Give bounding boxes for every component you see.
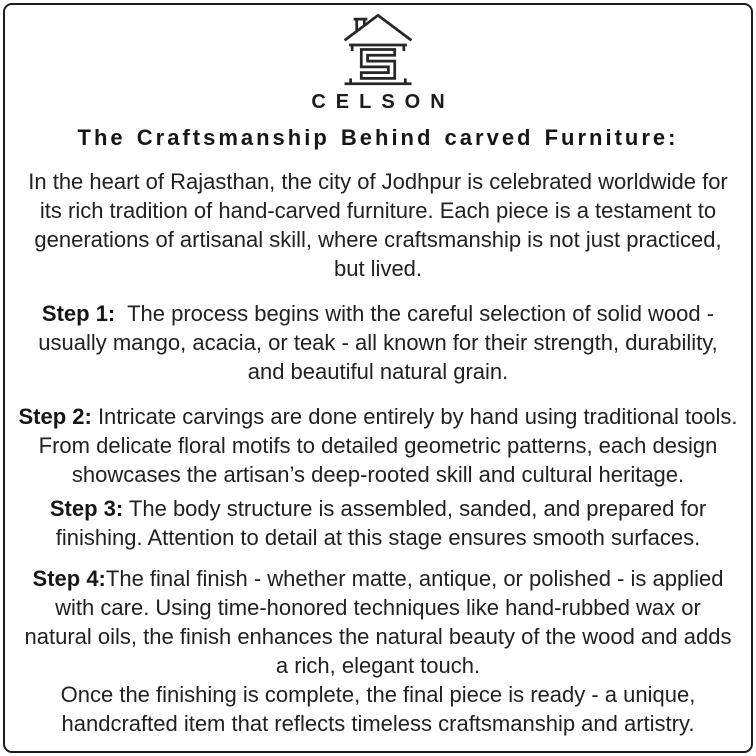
step-1-paragraph — [18, 299, 738, 386]
step-3-paragraph — [18, 494, 738, 552]
step-3-first-line — [18, 494, 738, 523]
step-2-text: Intricate carvings are done entirely by hand using traditional tools. — [91, 404, 738, 429]
step-3-label: Step 3: — [49, 496, 124, 521]
step-2-line: From delicate floral motifs to detailed geometric patterns, each design — [38, 433, 718, 458]
step-1-text: The process begins with the careful selection of solid wood - — [115, 301, 715, 326]
intro-line: generations of artisanal skill, where craftsmanship is not just practiced, — [34, 227, 722, 252]
s-monogram — [361, 50, 394, 79]
brand-logo — [18, 10, 738, 86]
step-2-label: Step 2: — [18, 404, 92, 429]
step-4-first-line — [18, 564, 738, 593]
step-4-text: The final finish - whether matte, antique, or polished - is applied — [105, 566, 724, 591]
brand-name: CELSON — [311, 91, 455, 113]
celson-house-monogram-icon — [330, 10, 426, 86]
step-3-line: finishing. Attention to detail at this stage ensures smooth surfaces. — [55, 525, 701, 550]
intro-line: In the heart of Rajasthan, the city of Jodhpur is celebrated worldwide for — [28, 169, 728, 194]
closing-paragraph — [18, 680, 738, 738]
intro-paragraph — [18, 167, 738, 283]
step-1-label: Step 1: — [41, 301, 116, 326]
step-4-label: Step 4: — [32, 566, 106, 591]
step-4-line: natural oils, the finish enhances the natural beauty of the wood and adds — [24, 624, 732, 649]
page-title: The Craftsmanship Behind carved Furniture: — [77, 125, 679, 150]
step-4-line: a rich, elegant touch. — [275, 653, 481, 678]
step-1-first-line — [18, 299, 738, 328]
step-2-first-line — [18, 402, 738, 431]
step-1-line: usually mango, acacia, or teak - all known for their strength, durability, — [38, 330, 718, 355]
step-1-line: and beautiful natural grain. — [247, 359, 509, 384]
step-4-line: with care. Using time-honored techniques like hand-rubbed wax or — [55, 595, 701, 620]
step-4-paragraph — [18, 564, 738, 680]
intro-line: its rich tradition of hand-carved furniture. Each piece is a testament to — [39, 198, 717, 223]
step-2-paragraph — [18, 402, 738, 489]
closing-line: Once the finishing is complete, the final piece is ready - a unique, — [60, 682, 696, 707]
step-2-line: showcases the artisan’s deep-rooted skill and cultural heritage. — [71, 462, 685, 487]
step-3-text: The body structure is assembled, sanded, and prepared for — [123, 496, 707, 521]
closing-line: handcrafted item that reflects timeless craftsmanship and artistry. — [61, 711, 695, 736]
intro-line: but lived. — [333, 256, 423, 281]
